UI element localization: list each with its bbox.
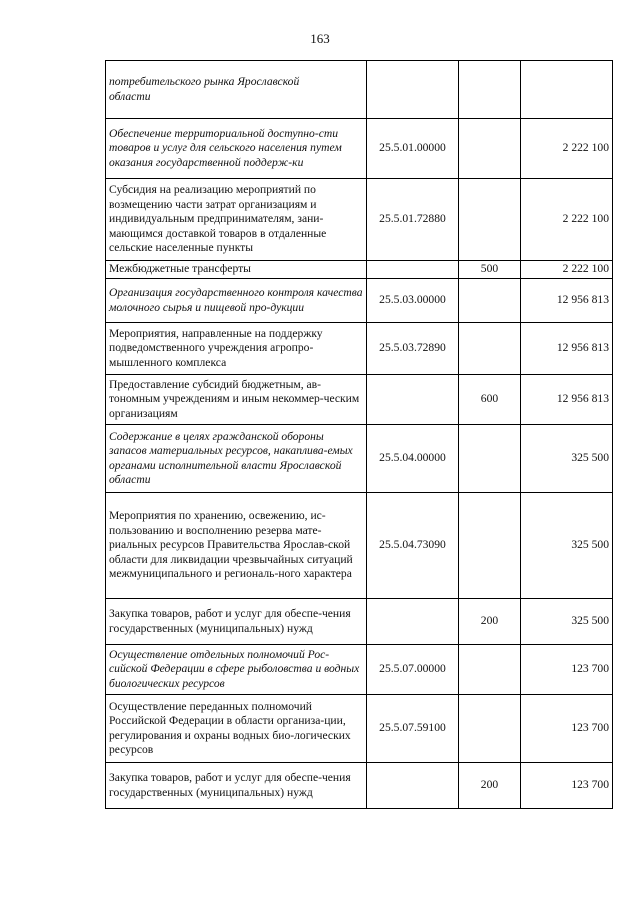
item-name-cell [106, 279, 367, 323]
item-name-cell [106, 695, 367, 763]
item-name-cell-text: Межбюджетные трансферты [109, 262, 251, 276]
target-code-cell-text: 25.5.03.00000 [379, 293, 446, 307]
target-code-cell [367, 375, 459, 425]
item-name-cell-text: Субсидия на реализацию мероприятий по возмещению части затрат организациям и индивидуальным предпринимателям, зани-мающимся доставкой товаров в отдаленные сельские населенные пункты [109, 183, 327, 255]
amount-cell-text: 123 700 [571, 662, 609, 676]
item-name-cell-text: Осуществление переданных полномочий Российской Федерации в области организа-ции, регулирования и охраны водных био-логических ресурсов [109, 699, 351, 756]
table-row [106, 763, 613, 809]
target-code-cell [367, 645, 459, 695]
target-code-cell-text: 25.5.01.72880 [379, 212, 446, 226]
amount-cell-text: 325 500 [571, 451, 609, 465]
amount-cell [521, 695, 613, 763]
expense-type-cell [459, 763, 521, 809]
amount-cell-text: 2 222 100 [562, 212, 609, 226]
amount-cell-text: 12 956 813 [556, 293, 609, 307]
target-code-cell [367, 695, 459, 763]
item-name-cell [106, 179, 367, 261]
target-code-cell [367, 119, 459, 179]
target-code-cell-text: 25.5.07.59100 [379, 721, 446, 735]
amount-cell [521, 645, 613, 695]
item-name-cell [106, 763, 367, 809]
target-code-cell [367, 61, 459, 119]
amount-cell [521, 279, 613, 323]
item-name-cell [106, 493, 367, 599]
expense-type-cell [459, 61, 521, 119]
item-name-cell [106, 61, 367, 119]
amount-cell [521, 599, 613, 645]
budget-table [105, 60, 613, 809]
target-code-cell [367, 261, 459, 279]
target-code-cell-text: 25.5.04.73090 [379, 538, 446, 552]
amount-cell-text: 2 222 100 [562, 262, 609, 276]
amount-cell [521, 61, 613, 119]
amount-cell-text: 325 500 [571, 614, 609, 628]
item-name-cell-text: Предоставление субсидий бюджетным, ав-тономным учреждениям и иным некоммер-ческим организациям [109, 377, 360, 420]
target-code-cell-text: 25.5.03.72890 [379, 341, 446, 355]
item-name-cell-text: Содержание в целях гражданской обороны запасов материальных ресурсов, накаплива-емых органами исполнительной власти Ярославской области [109, 429, 353, 486]
item-name-cell [106, 425, 367, 493]
amount-cell [521, 425, 613, 493]
table-row [106, 599, 613, 645]
expense-type-cell [459, 695, 521, 763]
target-code-cell-text: 25.5.04.00000 [379, 451, 446, 465]
item-name-cell-text: Мероприятия по хранению, освежению, ис-пользованию и восполнению резерва мате-риальных ресурсов Правительства Ярослав-ской области для ликвидации чрезвычайных ситуаций межмуниципального и региональ-ного характера [109, 509, 353, 581]
target-code-cell [367, 599, 459, 645]
target-code-cell-text: 25.5.01.00000 [379, 141, 446, 155]
expense-type-cell [459, 323, 521, 375]
item-name-cell [106, 119, 367, 179]
target-code-cell [367, 425, 459, 493]
item-name-cell [106, 261, 367, 279]
amount-cell [521, 763, 613, 809]
item-name-cell [106, 599, 367, 645]
page-number: 163 [310, 31, 330, 46]
table-row [106, 61, 613, 119]
item-name-cell [106, 645, 367, 695]
table-row [106, 119, 613, 179]
table-row [106, 375, 613, 425]
amount-cell-text: 325 500 [571, 538, 609, 552]
expense-type-cell [459, 493, 521, 599]
amount-cell [521, 119, 613, 179]
amount-cell-text: 2 222 100 [562, 141, 609, 155]
item-name-cell-text: Закупка товаров, работ и услуг для обеспе-чения государственных (муниципальных) нужд [109, 607, 351, 635]
expense-type-cell [459, 599, 521, 645]
expense-type-cell [459, 261, 521, 279]
amount-cell-text: 123 700 [571, 721, 609, 735]
table-row [106, 425, 613, 493]
target-code-cell [367, 763, 459, 809]
amount-cell [521, 179, 613, 261]
target-code-cell [367, 179, 459, 261]
item-name-cell-text: Организация государственного контроля качества молочного сырья и пищевой про-дукции [109, 286, 363, 314]
table-row [106, 695, 613, 763]
expense-type-cell [459, 179, 521, 261]
item-name-cell-text: Мероприятия, направленные на поддержку подведомственного учреждения агропро-мышленного комплекса [109, 326, 323, 369]
amount-cell [521, 375, 613, 425]
amount-cell [521, 261, 613, 279]
budget-table-body [106, 61, 613, 809]
expense-type-cell [459, 425, 521, 493]
expense-type-cell [459, 119, 521, 179]
item-name-cell [106, 375, 367, 425]
expense-type-cell-text: 500 [480, 262, 499, 276]
expense-type-cell-text: 200 [480, 614, 499, 628]
item-name-cell-text: Осуществление отдельных полномочий Рос-сийской Федерации в сфере рыболовства и водных биологических ресурсов [109, 647, 360, 690]
target-code-cell [367, 323, 459, 375]
amount-cell [521, 323, 613, 375]
target-code-cell-text: 25.5.07.00000 [379, 662, 446, 676]
expense-type-cell-text: 600 [480, 392, 499, 406]
expense-type-cell [459, 375, 521, 425]
expense-type-cell [459, 279, 521, 323]
table-row [106, 323, 613, 375]
table-row [106, 179, 613, 261]
table-row [106, 493, 613, 599]
item-name-cell [106, 323, 367, 375]
expense-type-cell-text: 200 [480, 778, 499, 792]
item-name-cell-text: Обеспечение территориальной доступно-сти товаров и услуг для сельского населения путем оказания государственной поддерж-ки [109, 126, 342, 169]
table-row [106, 645, 613, 695]
amount-cell [521, 493, 613, 599]
amount-cell-text: 12 956 813 [556, 341, 609, 355]
target-code-cell [367, 279, 459, 323]
item-name-cell-text: Закупка товаров, работ и услуг для обеспе-чения государственных (муниципальных) нужд [109, 771, 351, 799]
table-row [106, 261, 613, 279]
item-name-cell-text: потребительского рынка Ярославской области [109, 75, 300, 103]
amount-cell-text: 12 956 813 [556, 392, 609, 406]
table-row [106, 279, 613, 323]
expense-type-cell [459, 645, 521, 695]
target-code-cell [367, 493, 459, 599]
amount-cell-text: 123 700 [571, 778, 609, 792]
